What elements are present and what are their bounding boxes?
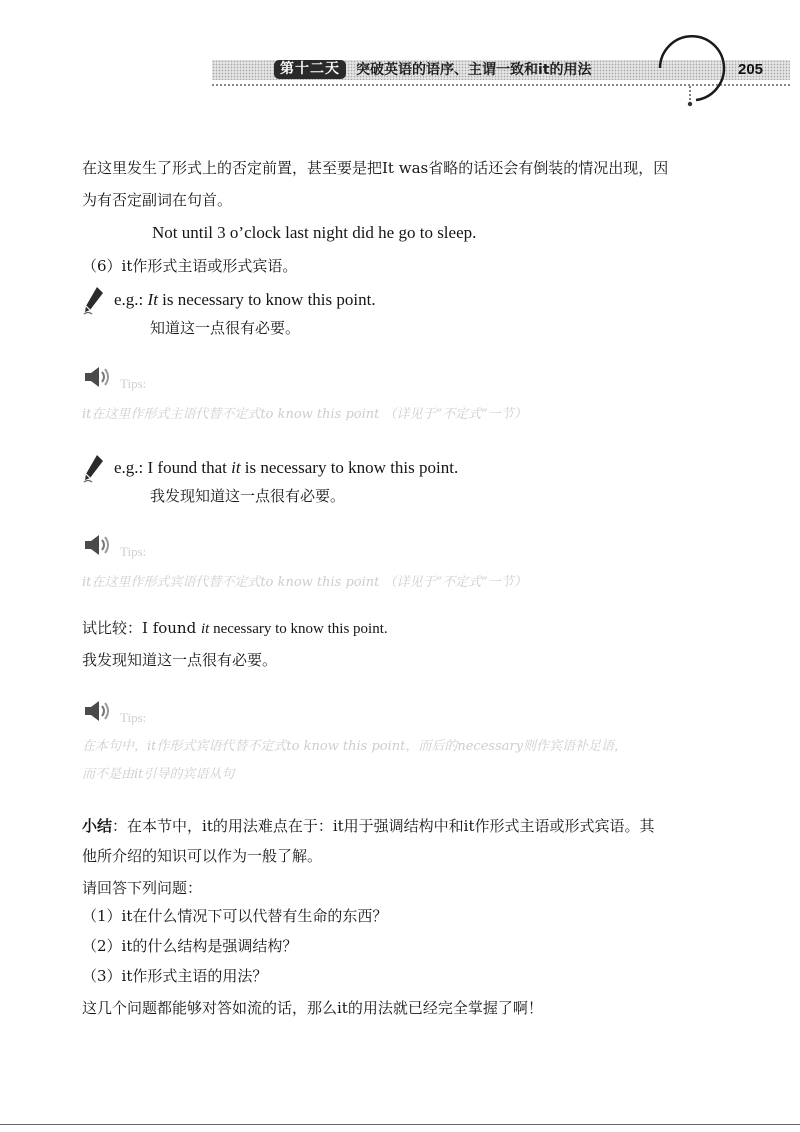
tips-text: 在本句中，it作形式宾语代替不定式to know this point，而后的necessary则作宾语补足语， <box>82 739 628 754</box>
section-heading: （6）it作形式主语或形式宾语。 <box>82 257 298 275</box>
questions-intro: 请回答下列问题： <box>82 879 203 897</box>
compare-translation: 我发现知道这一点很有必要。 <box>82 651 278 669</box>
chapter-title: 突破英语的语序、主谓一致和it的用法 <box>356 62 592 78</box>
compare-line: 试比较：I found it necessary to know this point. <box>82 619 388 637</box>
tips-label: Tips: <box>120 710 147 725</box>
header-ring-decoration <box>640 26 730 116</box>
closing-line: 这几个问题都能够对答如流的话，那么it的用法就已经完全掌握了啊！ <box>82 999 543 1017</box>
tips-text: it在这里作形式宾语代替不定式to know this point （详见于“不定式”一节） <box>82 575 527 590</box>
bottom-rule <box>0 1124 800 1125</box>
speaker-icon <box>82 698 112 724</box>
page-number: 205 <box>738 61 764 78</box>
day-badge: 第十二天 <box>274 60 346 79</box>
pen-icon <box>82 452 106 484</box>
tips-text: it在这里作形式主语代替不定式to know this point （详见于“不定式”一节） <box>82 407 527 422</box>
speaker-icon <box>82 532 112 558</box>
example-1-translation: 知道这一点很有必要。 <box>150 319 301 337</box>
tips-label: Tips: <box>120 376 147 391</box>
tips-text: 而不是由it引导的宾语从句 <box>82 767 235 782</box>
question-item: （1）it在什么情况下可以代替有生命的东西？ <box>82 907 388 925</box>
example-sentence: Not until 3 o’clock last night did he go to sleep. <box>152 223 477 242</box>
speaker-icon <box>82 364 112 390</box>
tips-label: Tips: <box>120 544 147 559</box>
example-2: e.g.: I found that it is necessary to know this point. <box>114 458 459 477</box>
pen-icon <box>82 284 106 316</box>
summary-line: 他所介绍的知识可以作为一般了解。 <box>82 847 323 865</box>
paragraph-line: 为有否定副词在句首。 <box>82 191 233 209</box>
question-item: （2）it的什么结构是强调结构？ <box>82 937 298 955</box>
example-2-translation: 我发现知道这一点很有必要。 <box>150 487 346 505</box>
paragraph-line: 在这里发生了形式上的否定前置，甚至要是把It was省略的话还会有倒装的情况出现，因 <box>82 159 669 177</box>
question-item: （3）it作形式主语的用法？ <box>82 967 268 985</box>
summary-line: 小结：在本节中，it的用法难点在于：it用于强调结构中和it作形式主语或形式宾语。其 <box>82 817 655 835</box>
example-1: e.g.: It is necessary to know this point. <box>114 290 376 309</box>
